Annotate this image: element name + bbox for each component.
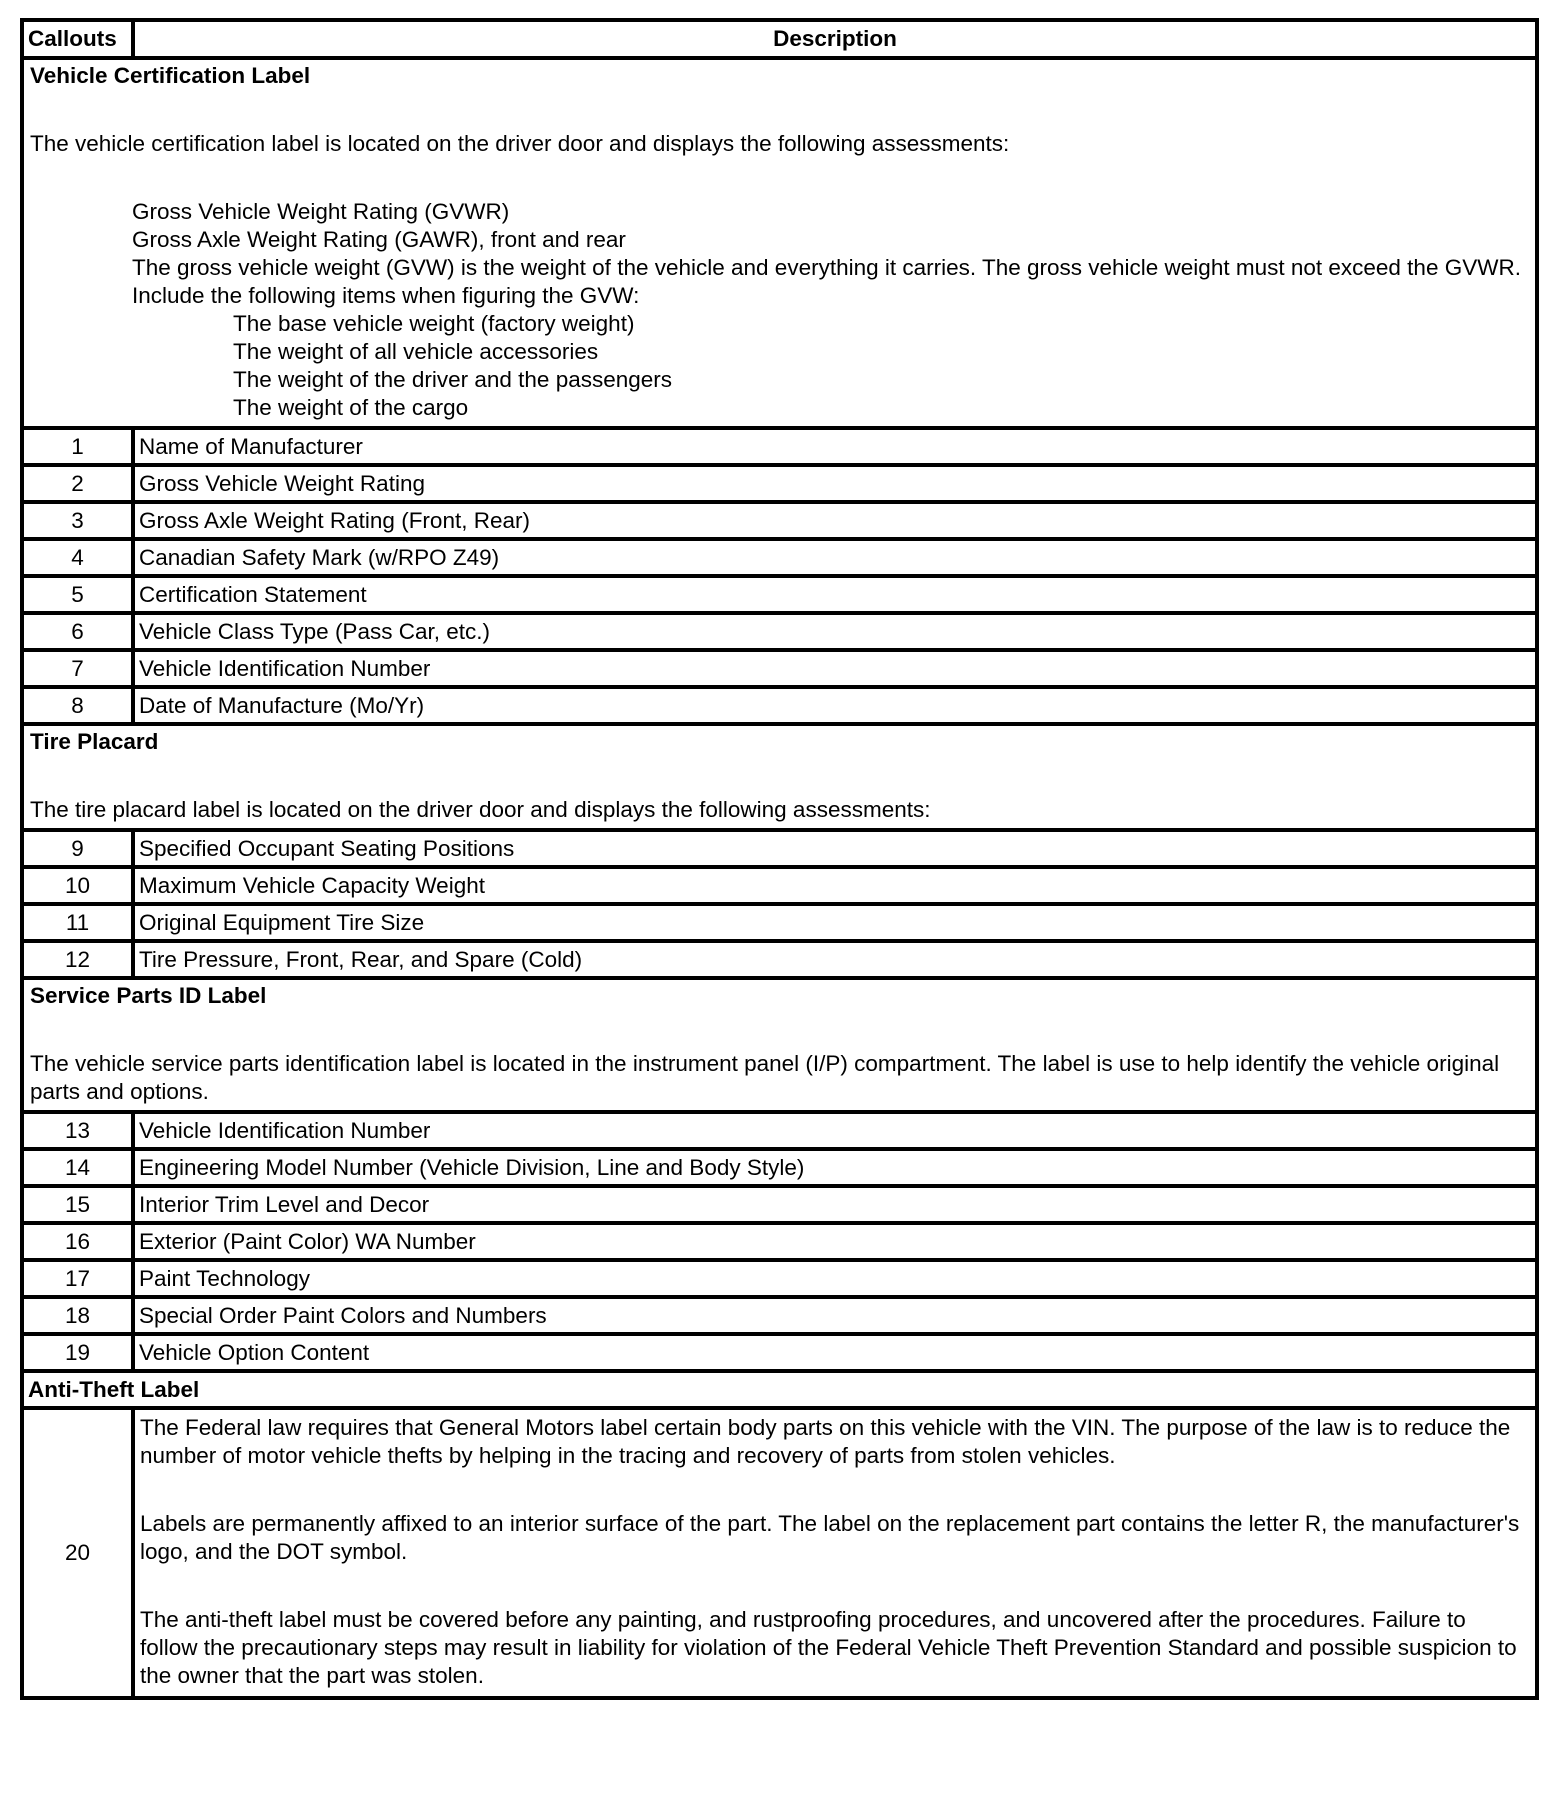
callout-number: 11: [22, 904, 133, 941]
section-intro: The tire placard label is located on the driver door and displays the following assessments:: [30, 797, 931, 822]
section-anti-theft: [22, 1371, 1537, 1408]
callout-number: 7: [22, 650, 133, 687]
sub-list-item: The weight of all vehicle accessories: [233, 339, 599, 364]
table-row: [22, 502, 1537, 539]
callout-number: 14: [22, 1149, 133, 1186]
callout-description: Canadian Safety Mark (w/RPO Z49): [133, 539, 1537, 576]
callout-number: 18: [22, 1297, 133, 1334]
section-title: Service Parts ID Label: [30, 983, 267, 1008]
callout-description: Certification Statement: [133, 576, 1537, 613]
callout-number: 20: [22, 1408, 133, 1698]
table-row: [22, 1334, 1537, 1371]
callout-description: Paint Technology: [133, 1260, 1537, 1297]
callout-description: Specified Occupant Seating Positions: [133, 830, 1537, 867]
callout-description: Vehicle Option Content: [133, 1334, 1537, 1371]
section-tire-placard: [22, 724, 1537, 830]
section-intro: The vehicle certification label is located on the driver door and displays the following assessments:: [30, 131, 1010, 156]
table-row: [22, 539, 1537, 576]
list-item: The gross vehicle weight (GVW) is the weight of the vehicle and everything it carries. The gross vehicle weight must not exceed the GVWR. Include the following items when figuring the GVW:: [132, 255, 1521, 308]
callout-description: Maximum Vehicle Capacity Weight: [133, 867, 1537, 904]
callout-description: Gross Axle Weight Rating (Front, Rear): [133, 502, 1537, 539]
callout-number: 2: [22, 465, 133, 502]
list-item: Gross Axle Weight Rating (GAWR), front and rear: [132, 227, 626, 252]
callout-number: 13: [22, 1112, 133, 1149]
table-row: [22, 613, 1537, 650]
table-row: [22, 687, 1537, 724]
callout-number: 10: [22, 867, 133, 904]
sub-list-item: The weight of the driver and the passengers: [233, 367, 673, 392]
callout-number: 6: [22, 613, 133, 650]
table-row: [22, 576, 1537, 613]
table-row: [22, 1149, 1537, 1186]
callout-description: Exterior (Paint Color) WA Number: [133, 1223, 1537, 1260]
section-title: Anti-Theft Label: [22, 1371, 1537, 1408]
callout-description: Vehicle Identification Number: [133, 650, 1537, 687]
callout-number: 3: [22, 502, 133, 539]
callout-description: Interior Trim Level and Decor: [133, 1186, 1537, 1223]
callout-description: Special Order Paint Colors and Numbers: [133, 1297, 1537, 1334]
section-vehicle-certification: [22, 58, 1537, 428]
anti-theft-paragraph: The anti-theft label must be covered before any painting, and rustproofing procedures, and uncovered after the procedures. Failure to follow the precautionary steps may result in liability for violation of the Federal Vehicle Theft Prevention Standard and possible suspicion to the owner that the part was stolen.: [140, 1607, 1517, 1688]
callouts-table: [20, 18, 1539, 1700]
callout-description: Tire Pressure, Front, Rear, and Spare (Cold): [133, 941, 1537, 978]
callout-number: 15: [22, 1186, 133, 1223]
callout-number: 12: [22, 941, 133, 978]
sub-list-item: The base vehicle weight (factory weight): [233, 311, 635, 336]
table-row: [22, 428, 1537, 465]
callout-description: Vehicle Class Type (Pass Car, etc.): [133, 613, 1537, 650]
table-row: [22, 867, 1537, 904]
table-row: [22, 904, 1537, 941]
callout-description: Gross Vehicle Weight Rating: [133, 465, 1537, 502]
callouts-table-container: [20, 18, 1539, 1700]
callout-description: [133, 1408, 1537, 1698]
callout-number: 17: [22, 1260, 133, 1297]
table-row: [22, 1408, 1537, 1698]
table-row: [22, 1186, 1537, 1223]
table-row: [22, 1297, 1537, 1334]
table-row: [22, 941, 1537, 978]
section-title: Vehicle Certification Label: [30, 63, 311, 88]
table-row: [22, 1223, 1537, 1260]
callouts-header: Callouts: [22, 20, 133, 58]
header-row: [22, 20, 1537, 58]
table-row: [22, 1260, 1537, 1297]
description-header: Description: [133, 20, 1537, 58]
section-title: Tire Placard: [30, 729, 159, 754]
section-intro: The vehicle service parts identification label is located in the instrument panel (I/P) compartment. The label is use to help identify the vehicle original parts and options.: [30, 1051, 1500, 1104]
table-row: [22, 465, 1537, 502]
list-item: Gross Vehicle Weight Rating (GVWR): [132, 199, 510, 224]
callout-description: Vehicle Identification Number: [133, 1112, 1537, 1149]
anti-theft-paragraph: The Federal law requires that General Motors label certain body parts on this vehicle with the VIN. The purpose of the law is to reduce the number of motor vehicle thefts by helping in the tracing and recovery of parts from stolen vehicles.: [140, 1415, 1511, 1468]
section-service-parts: [22, 978, 1537, 1112]
callout-number: 8: [22, 687, 133, 724]
callout-number: 16: [22, 1223, 133, 1260]
callout-description: Engineering Model Number (Vehicle Division, Line and Body Style): [133, 1149, 1537, 1186]
sub-list-item: The weight of the cargo: [233, 395, 469, 420]
callout-number: 19: [22, 1334, 133, 1371]
table-row: [22, 650, 1537, 687]
callout-number: 5: [22, 576, 133, 613]
anti-theft-paragraph: Labels are permanently affixed to an interior surface of the part. The label on the replacement part contains the letter R, the manufacturer's logo, and the DOT symbol.: [140, 1511, 1520, 1564]
callout-description: Date of Manufacture (Mo/Yr): [133, 687, 1537, 724]
callout-number: 1: [22, 428, 133, 465]
callout-number: 4: [22, 539, 133, 576]
callout-description: Original Equipment Tire Size: [133, 904, 1537, 941]
table-row: [22, 830, 1537, 867]
table-row: [22, 1112, 1537, 1149]
callout-description: Name of Manufacturer: [133, 428, 1537, 465]
callout-number: 9: [22, 830, 133, 867]
